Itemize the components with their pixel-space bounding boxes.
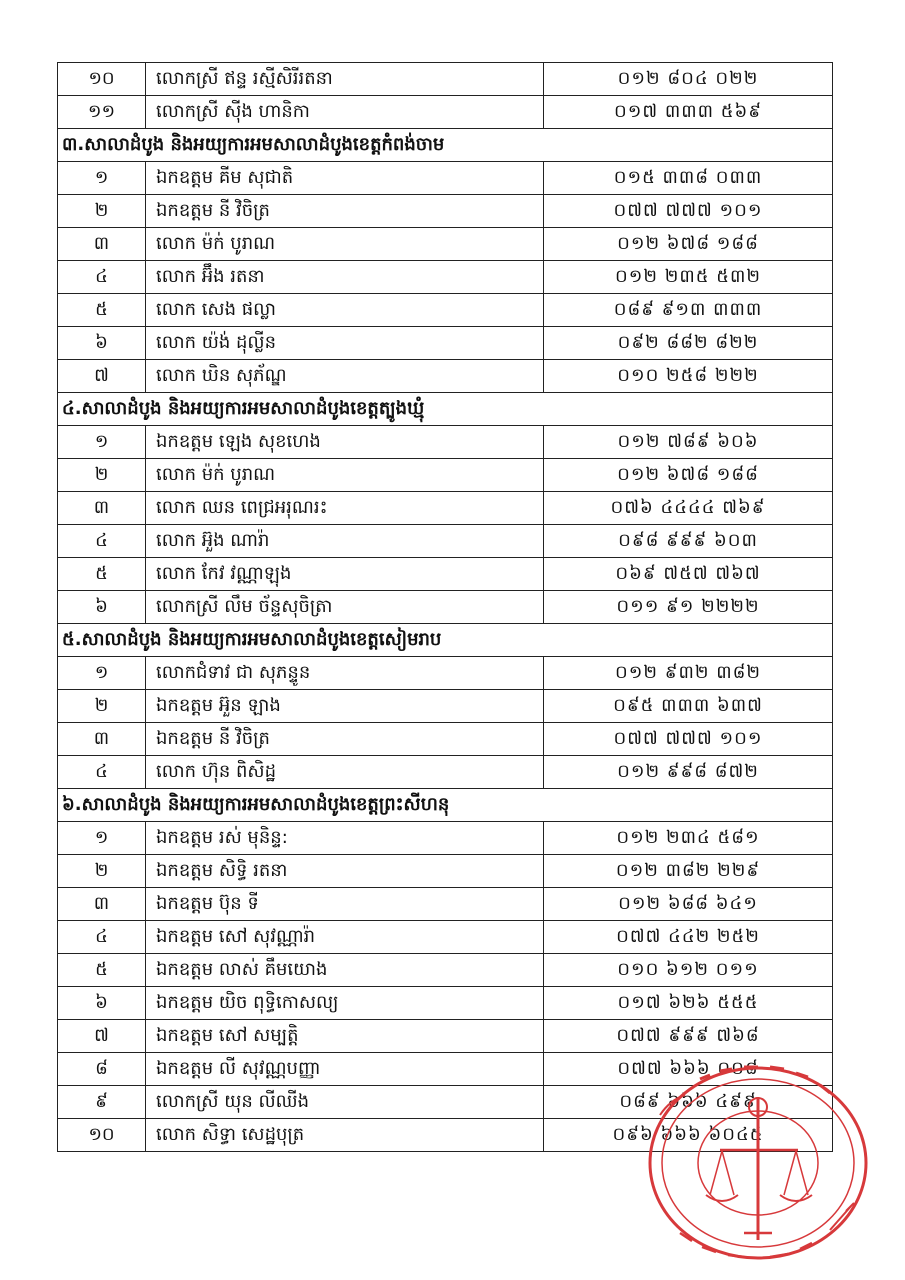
phone-number: ០៩៨ ៩៩៩ ៦០៣ (544, 525, 833, 558)
row-number: ១ (58, 426, 146, 459)
person-name: លោកស្រី យុន លីឈីង (146, 1086, 544, 1119)
row-number: ៤ (58, 756, 146, 789)
table-row (58, 558, 833, 591)
table-row (58, 723, 833, 756)
row-number: ៦ (58, 327, 146, 360)
person-name: លោក កែវ វណ្ណាឡុង (146, 558, 544, 591)
phone-number: ០១២ ២៣៤ ៥៨១ (544, 822, 833, 855)
person-name: ឯកឧត្តម លី សុវណ្ណបញ្ញា (146, 1053, 544, 1086)
row-number: ៣ (58, 492, 146, 525)
table-row (58, 987, 833, 1020)
table-row (58, 195, 833, 228)
phone-number: ០៧៧ ៦៦៦ ០០៨ (544, 1053, 833, 1086)
row-number: ៥ (58, 558, 146, 591)
phone-number: ០៨៩ ៩១៣ ៣៣៣ (544, 294, 833, 327)
phone-number: ០១៥ ៣៣៨ ០៣៣ (544, 162, 833, 195)
person-name: លោក យ៉ង់ ដុល្លីន (146, 327, 544, 360)
person-name: លោកស្រី ស៊ីង ហានិកា (146, 96, 544, 129)
phone-number: ០១២ ៦៧៨ ១៨៨ (544, 228, 833, 261)
row-number: ៤ (58, 921, 146, 954)
table-row (58, 855, 833, 888)
person-name: ឯកឧត្តម អ៊ួន ឡាង (146, 690, 544, 723)
table-row (58, 360, 833, 393)
section-title: ៤.សាលាដំបូង និងអយ្យការអមសាលាដំបូងខេត្តត្បូងឃ្មុំ (58, 393, 833, 426)
phone-number: ០១០ ២៥៨ ២២២ (544, 360, 833, 393)
row-number: ២ (58, 195, 146, 228)
row-number: ៦ (58, 987, 146, 1020)
official-seal-stamp (640, 1055, 880, 1265)
table-row (58, 591, 833, 624)
row-number: ៥ (58, 954, 146, 987)
row-number: ១០ (58, 63, 146, 96)
person-name: ឯកឧត្តម ប៊ុន ទី (146, 888, 544, 921)
section-heading-row (58, 129, 833, 162)
person-name: ឯកឧត្តម សៅ សម្បត្តិ (146, 1020, 544, 1053)
row-number: ៣ (58, 228, 146, 261)
person-name: ឯកឧត្តម សៅ សុវណ្ណារ៉ា (146, 921, 544, 954)
section-title: ៦.សាលាដំបូង និងអយ្យការអមសាលាដំបូងខេត្តព្រះសីហនុ (58, 789, 833, 822)
phone-number: ០៦៩ ៧៥៧ ៧៦៧ (544, 558, 833, 591)
phone-number: ០១២ ៣៨២ ២២៩ (544, 855, 833, 888)
row-number: ៥ (58, 294, 146, 327)
phone-number: ០១០ ៦១២ ០១១ (544, 954, 833, 987)
row-number: ២ (58, 459, 146, 492)
row-number: ៣ (58, 723, 146, 756)
phone-number: ០១២ ២៣៥ ៥៣២ (544, 261, 833, 294)
row-number: ៧ (58, 360, 146, 393)
row-number: ១ (58, 822, 146, 855)
row-number: ២ (58, 855, 146, 888)
person-name: ឯកឧត្តម លាស់ គឹមយោង (146, 954, 544, 987)
person-name: ឯកឧត្តម ឡេង សុខហេង (146, 426, 544, 459)
contact-table-body (58, 63, 833, 1152)
table-row (58, 96, 833, 129)
row-number: ៣ (58, 888, 146, 921)
phone-number: ០១៧ ៣៣៣ ៥៦៩ (544, 96, 833, 129)
person-name: លោក អ៊ឹង រតនា (146, 261, 544, 294)
row-number: ៩ (58, 1086, 146, 1119)
row-number: ៤ (58, 525, 146, 558)
phone-number: ០១២ ៨០៤ ០២២ (544, 63, 833, 96)
person-name: ឯកឧត្តម នី វិចិត្រ (146, 723, 544, 756)
phone-number: ០៧៧ ៩៩៩ ៧៦៨ (544, 1020, 833, 1053)
table-row (58, 690, 833, 723)
contact-table (57, 62, 833, 1152)
person-name: លោក ឈន ពេជ្រអរុណរះ (146, 492, 544, 525)
table-row (58, 492, 833, 525)
section-title: ៥.សាលាដំបូង និងអយ្យការអមសាលាដំបូងខេត្តសៀមរាប (58, 624, 833, 657)
phone-number: ០៨៩ ៦៦៦ ៤៩៩ (544, 1086, 833, 1119)
phone-number: ០៩២ ៨៨២ ៨២២ (544, 327, 833, 360)
row-number: ១ (58, 657, 146, 690)
phone-number: ០៧៧ ៧៧៧ ១០១ (544, 723, 833, 756)
person-name: លោក ម៉ក់ បូរាណ (146, 228, 544, 261)
phone-number: ០៩៥ ៣៣៣ ៦៣៧ (544, 690, 833, 723)
table-row (58, 1020, 833, 1053)
phone-number: ០១២ ៩៩៨ ៨៧២ (544, 756, 833, 789)
section-heading-row (58, 624, 833, 657)
section-title: ៣.សាលាដំបូង និងអយ្យការអមសាលាដំបូងខេត្តកំពង់ចាម (58, 129, 833, 162)
person-name: លោក សិទ្ធា សេដ្ឋបុត្រ (146, 1119, 544, 1152)
table-row (58, 525, 833, 558)
phone-number: ០១២ ៦៨៨ ៦៤១ (544, 888, 833, 921)
person-name: លោក សេង ផល្លា (146, 294, 544, 327)
phone-number: ០៧៦ ៤៤៤៤ ៧៦៩ (544, 492, 833, 525)
row-number: ៤ (58, 261, 146, 294)
table-row (58, 459, 833, 492)
table-row (58, 228, 833, 261)
table-row (58, 327, 833, 360)
person-name: លោកស្រី ឥន្ទ រស្មីសិរីរតនា (146, 63, 544, 96)
person-name: ឯកឧត្តម យិច ពុទ្ធិកោសល្យ (146, 987, 544, 1020)
table-row (58, 657, 833, 690)
section-heading-row (58, 789, 833, 822)
person-name: ឯកឧត្តម នី វិចិត្រ (146, 195, 544, 228)
phone-number: ០១១ ៩១ ២២២២ (544, 591, 833, 624)
row-number: ១ (58, 162, 146, 195)
person-name: លោកស្រី លឹម ច័ន្ទសុចិត្រា (146, 591, 544, 624)
table-row (58, 261, 833, 294)
person-name: ឯកឧត្តម គីម សុជាតិ (146, 162, 544, 195)
person-name: លោក ម៉ក់ បូរាណ (146, 459, 544, 492)
phone-number: ០៩៦ ៦៦៦ ៦០៤៥ (544, 1119, 833, 1152)
phone-number: ០១៧ ៦២៦ ៥៥៥ (544, 987, 833, 1020)
section-heading-row (58, 393, 833, 426)
table-row (58, 756, 833, 789)
person-name: ឯកឧត្តម សិទ្ធិ រតនា (146, 855, 544, 888)
row-number: ២ (58, 690, 146, 723)
row-number: ៨ (58, 1053, 146, 1086)
table-row (58, 954, 833, 987)
person-name: លោកជំទាវ ជា សុភន្ទូន (146, 657, 544, 690)
row-number: ១១ (58, 96, 146, 129)
person-name: លោក អ៊ួង ណារ៉ា (146, 525, 544, 558)
table-row (58, 294, 833, 327)
table-row (58, 162, 833, 195)
phone-number: ០៧៧ ៤៤២ ២៥២ (544, 921, 833, 954)
row-number: ១០ (58, 1119, 146, 1152)
person-name: ឯកឧត្តម រស់ មុនិន្ទ: (146, 822, 544, 855)
table-row (58, 921, 833, 954)
table-row (58, 822, 833, 855)
person-name: លោក ហ៊ុន ពិសិដ្ឋ (146, 756, 544, 789)
row-number: ៦ (58, 591, 146, 624)
phone-number: ០៧៧ ៧៧៧ ១០១ (544, 195, 833, 228)
phone-number: ០១២ ៦៧៨ ១៨៨ (544, 459, 833, 492)
table-row (58, 63, 833, 96)
table-row (58, 426, 833, 459)
phone-number: ០១២ ៩៣២ ៣៨២ (544, 657, 833, 690)
person-name: លោក ឃិន សុភ័ណ្ឌ (146, 360, 544, 393)
row-number: ៧ (58, 1020, 146, 1053)
phone-number: ០១២ ៧៨៩ ៦០៦ (544, 426, 833, 459)
table-row (58, 888, 833, 921)
